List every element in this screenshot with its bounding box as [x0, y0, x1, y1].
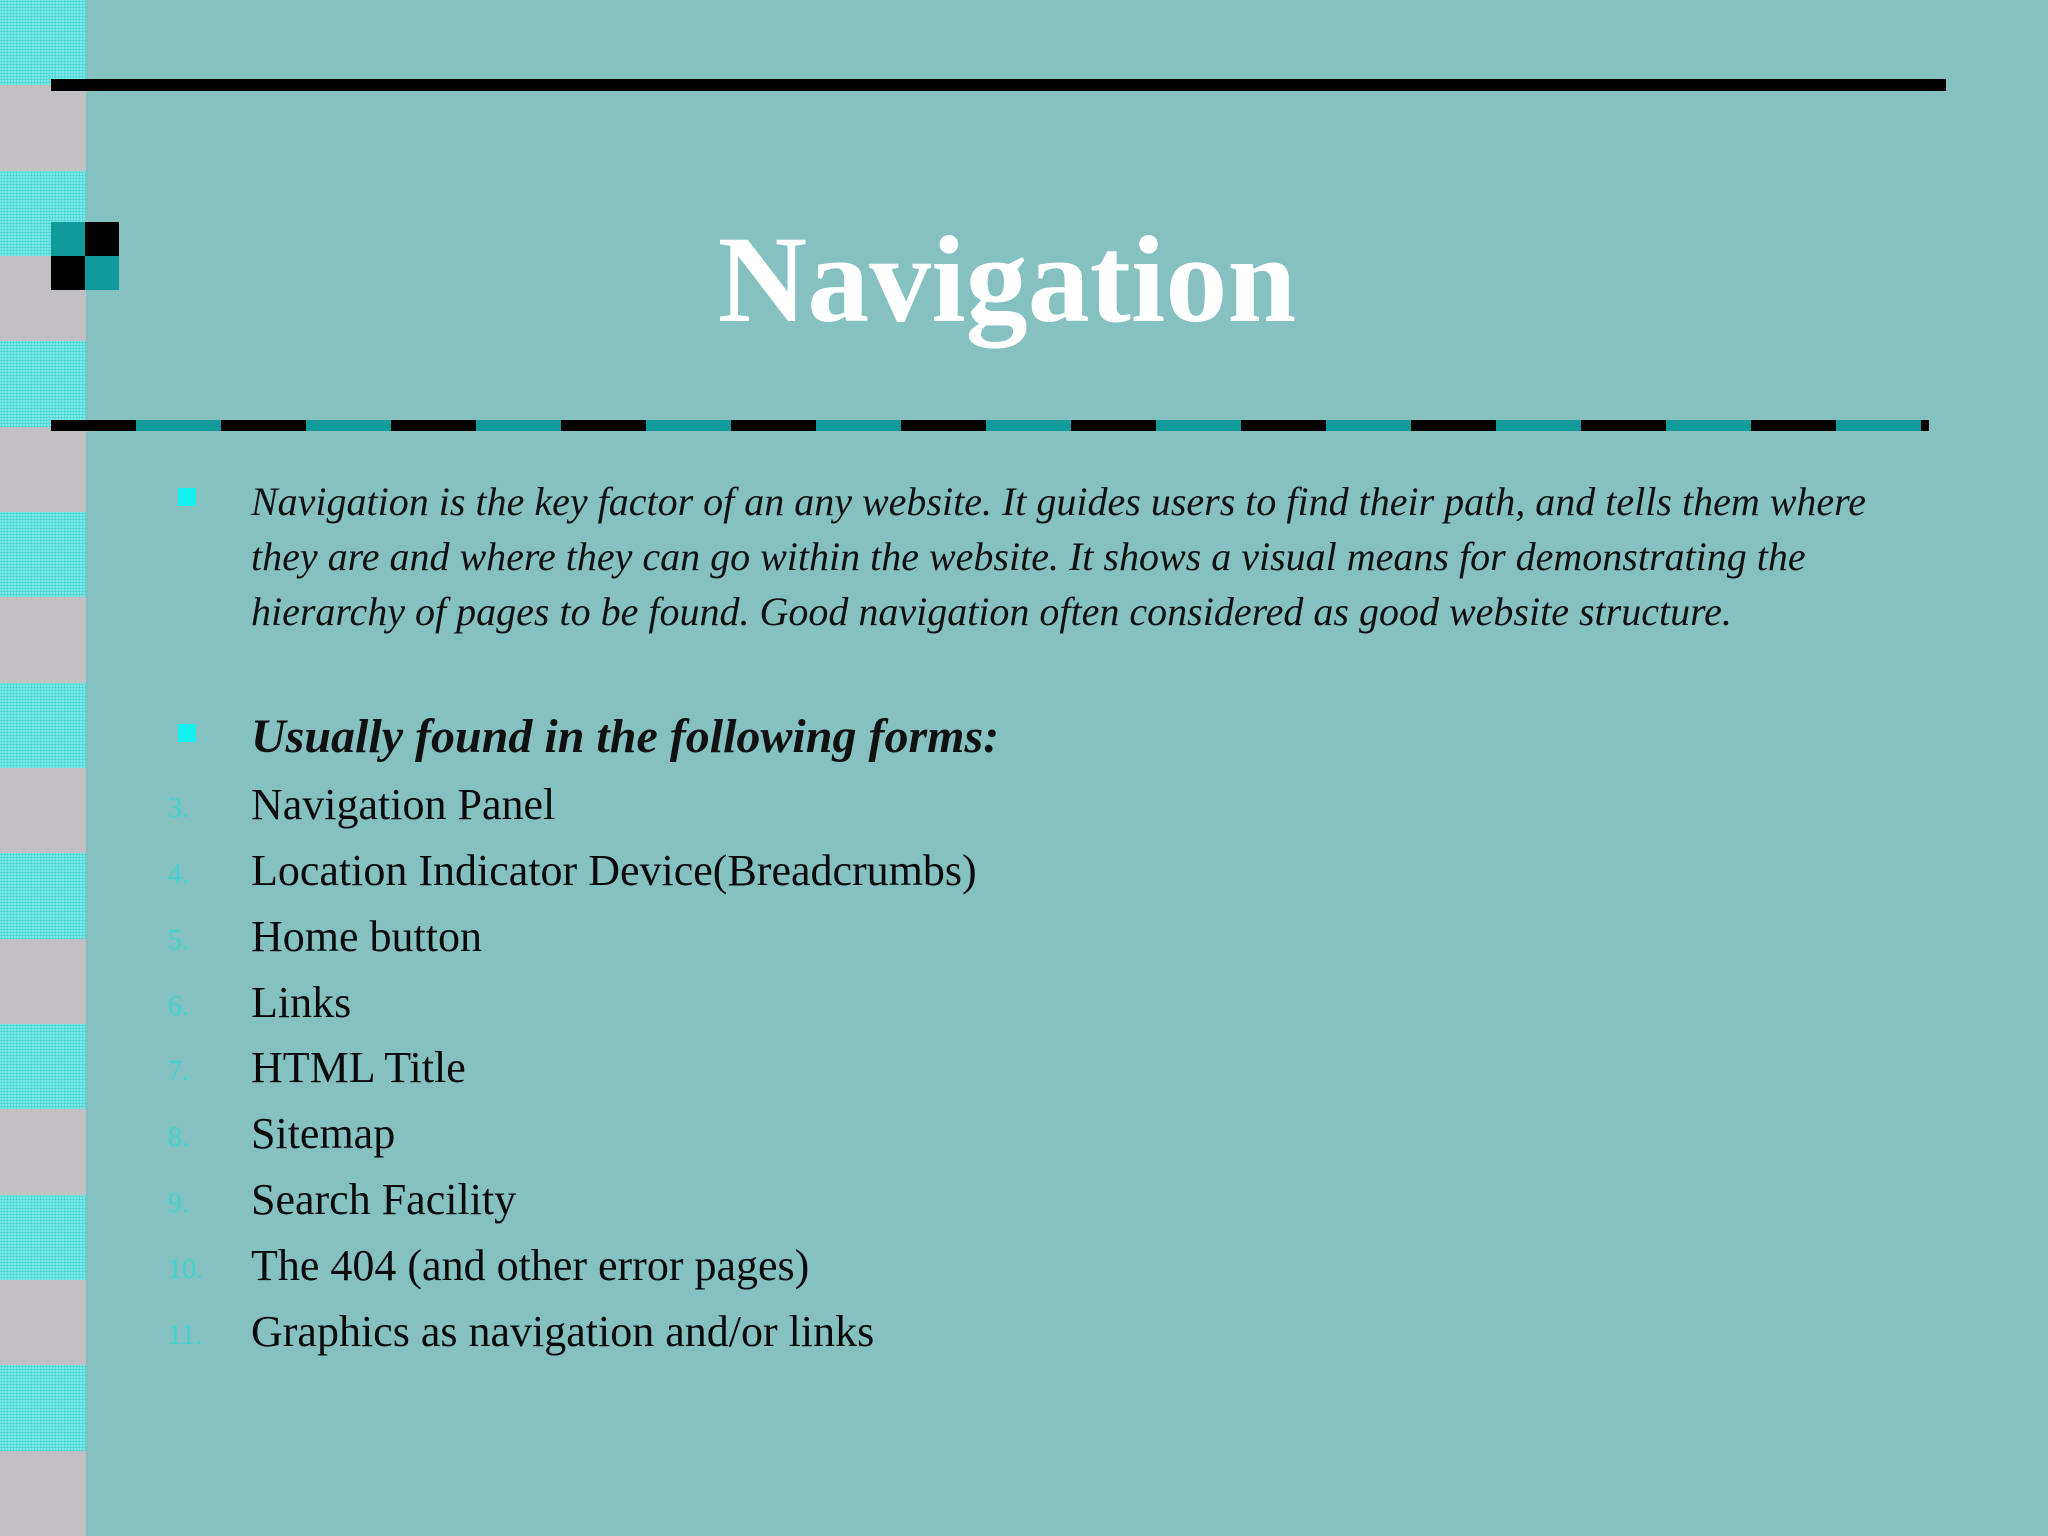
list-item-label: HTML Title — [251, 1043, 466, 1092]
list-item-label: The 404 (and other error pages) — [251, 1241, 810, 1290]
list-number: 8. — [168, 1122, 189, 1153]
list-item — [0, 1104, 2048, 1164]
slide-title: Navigation — [717, 211, 1297, 348]
list-item-label: Home button — [251, 912, 482, 961]
list-item — [0, 1170, 2048, 1230]
square-bullet-icon — [178, 724, 196, 742]
bullet-paragraph: Navigation is the key factor of an any website. It guides users to find their path, and tells them where they are and where they can go within the website. It shows a visual means for demonstrating the hierarchy of pages to be found. Good navigation often considered as good website structure. — [251, 479, 1866, 634]
list-item — [0, 907, 2048, 967]
list-item-label: Location Indicator Device(Breadcrumbs) — [251, 846, 977, 895]
forms-heading: Usually found in the following forms: — [251, 710, 1000, 763]
list-item — [0, 973, 2048, 1033]
list-item — [0, 1038, 2048, 1098]
square-bullet-icon — [178, 488, 196, 506]
list-number: 3. — [168, 793, 189, 824]
list-number: 10. — [168, 1254, 203, 1285]
list-item-label: Sitemap — [251, 1109, 396, 1158]
list-item — [0, 1236, 2048, 1296]
list-number: 7. — [168, 1056, 189, 1087]
list-item — [0, 1302, 2048, 1362]
list-item — [0, 775, 2048, 835]
list-item-label: Search Facility — [251, 1175, 517, 1224]
list-number: 9. — [168, 1188, 189, 1219]
list-number: 6. — [168, 991, 189, 1022]
list-number: 5. — [168, 925, 189, 956]
list-item-label: Graphics as navigation and/or links — [251, 1307, 875, 1356]
list-item-label: Navigation Panel — [251, 780, 556, 829]
list-item — [0, 841, 2048, 901]
list-number: 4. — [168, 859, 189, 890]
list-number: 11. — [168, 1320, 202, 1351]
list-item-label: Links — [251, 978, 352, 1027]
